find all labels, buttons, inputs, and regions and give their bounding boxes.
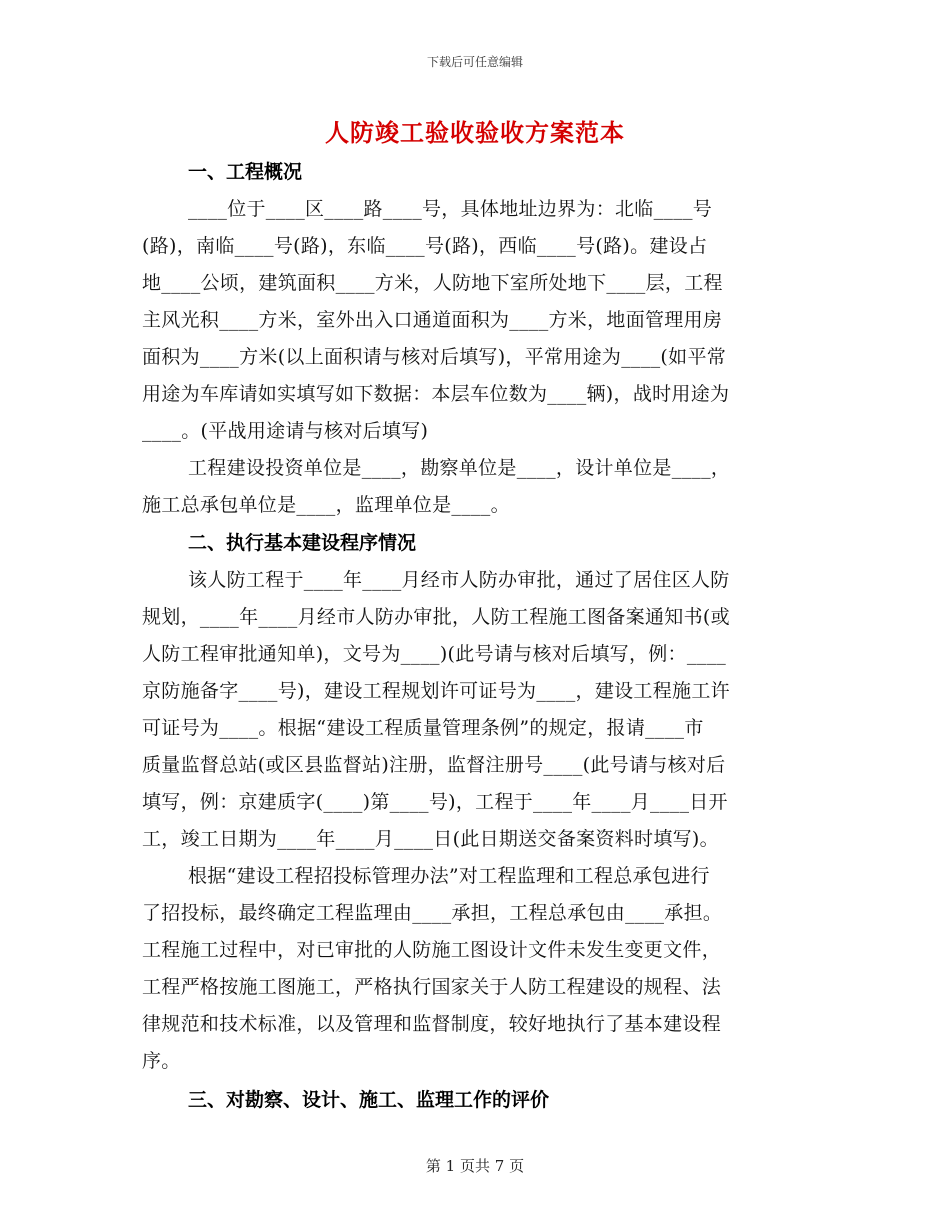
paragraph-line: 工，竣工日期为____年____月____日(此日期送交备案资料时填写)。 bbox=[142, 828, 719, 850]
paragraph-line: 面积为____方米(以上面积请与核对后填写)，平常用途为____(如平常 bbox=[142, 346, 727, 368]
paragraph-line: 施工总承包单位是____，监理单位是____。 bbox=[142, 494, 510, 516]
paragraph-line: 律规范和技术标准，以及管理和监督制度，较好地执行了基本建设程 bbox=[142, 1013, 722, 1035]
paragraph-line: 质量监督总站(或区县监督站)注册，监督注册号____(此号请与核对后 bbox=[142, 754, 726, 776]
paragraph-line: 根据“建设工程招投标管理办法”对工程监理和工程总承包进行 bbox=[188, 865, 710, 887]
section-heading-3: 三、对勘察、设计、施工、监理工作的评价 bbox=[188, 1089, 550, 1111]
page-footer: 第 1 页共 7 页 bbox=[425, 1157, 525, 1175]
paragraph-line: ____位于____区____路____号，具体地址边界为：北临____号 bbox=[188, 198, 713, 220]
paragraph-line: 工程施工过程中，对已审批的人防施工图设计文件未发生变更文件， bbox=[142, 939, 722, 961]
paragraph-line: 人防工程审批通知单)，文号为____)(此号请与核对后填写，例：____ bbox=[142, 643, 727, 665]
paragraph-line: 规划，____年____月经市人防办审批，人防工程施工图备案通知书(或 bbox=[142, 606, 730, 628]
paragraph-line: 工程严格按施工图施工，严格执行国家关于人防工程建设的规程、法 bbox=[142, 976, 722, 998]
paragraph-line: 主风光积____方米，室外出入口通道面积为____方米，地面管理用房 bbox=[142, 309, 723, 331]
section-heading-1: 一、工程概况 bbox=[188, 161, 303, 183]
paragraph-line: (路)，南临____号(路)，东临____号(路)，西临____号(路)。建设占 bbox=[142, 235, 708, 257]
paragraph-line: 序。 bbox=[142, 1050, 181, 1072]
paragraph-line: 地____公顷，建筑面积____方米，人防地下室所处地下____层，工程 bbox=[142, 272, 723, 294]
paragraph-line: 了招投标，最终确定工程监理由____承担，工程总承包由____承担。 bbox=[142, 902, 723, 924]
document-title: 人防竣工验收验收方案范本 bbox=[325, 118, 625, 147]
section-heading-2: 二、执行基本建设程序情况 bbox=[188, 532, 417, 554]
paragraph-line: 用途为车库请如实填写如下数据：本层车位数为____辆)，战时用途为 bbox=[142, 383, 730, 405]
paragraph-line: ____。(平战用途请与核对后填写) bbox=[142, 420, 429, 442]
paragraph-line: 填写，例：京建质字(____)第____号)，工程于____年____月____日开 bbox=[142, 791, 728, 813]
paragraph-line: 可证号为____。根据“建设工程质量管理条例”的规定，报请____市 bbox=[142, 717, 704, 739]
page-header: 下载后可任意编辑 bbox=[426, 55, 523, 69]
paragraph-line: 该人防工程于____年____月经市人防办审批，通过了居住区人防 bbox=[188, 569, 730, 591]
paragraph-line: 京防施备字____号)，建设工程规划许可证号为____，建设工程施工许 bbox=[142, 680, 730, 702]
paragraph-line: 工程建设投资单位是____，勘察单位是____，设计单位是____， bbox=[188, 457, 731, 479]
